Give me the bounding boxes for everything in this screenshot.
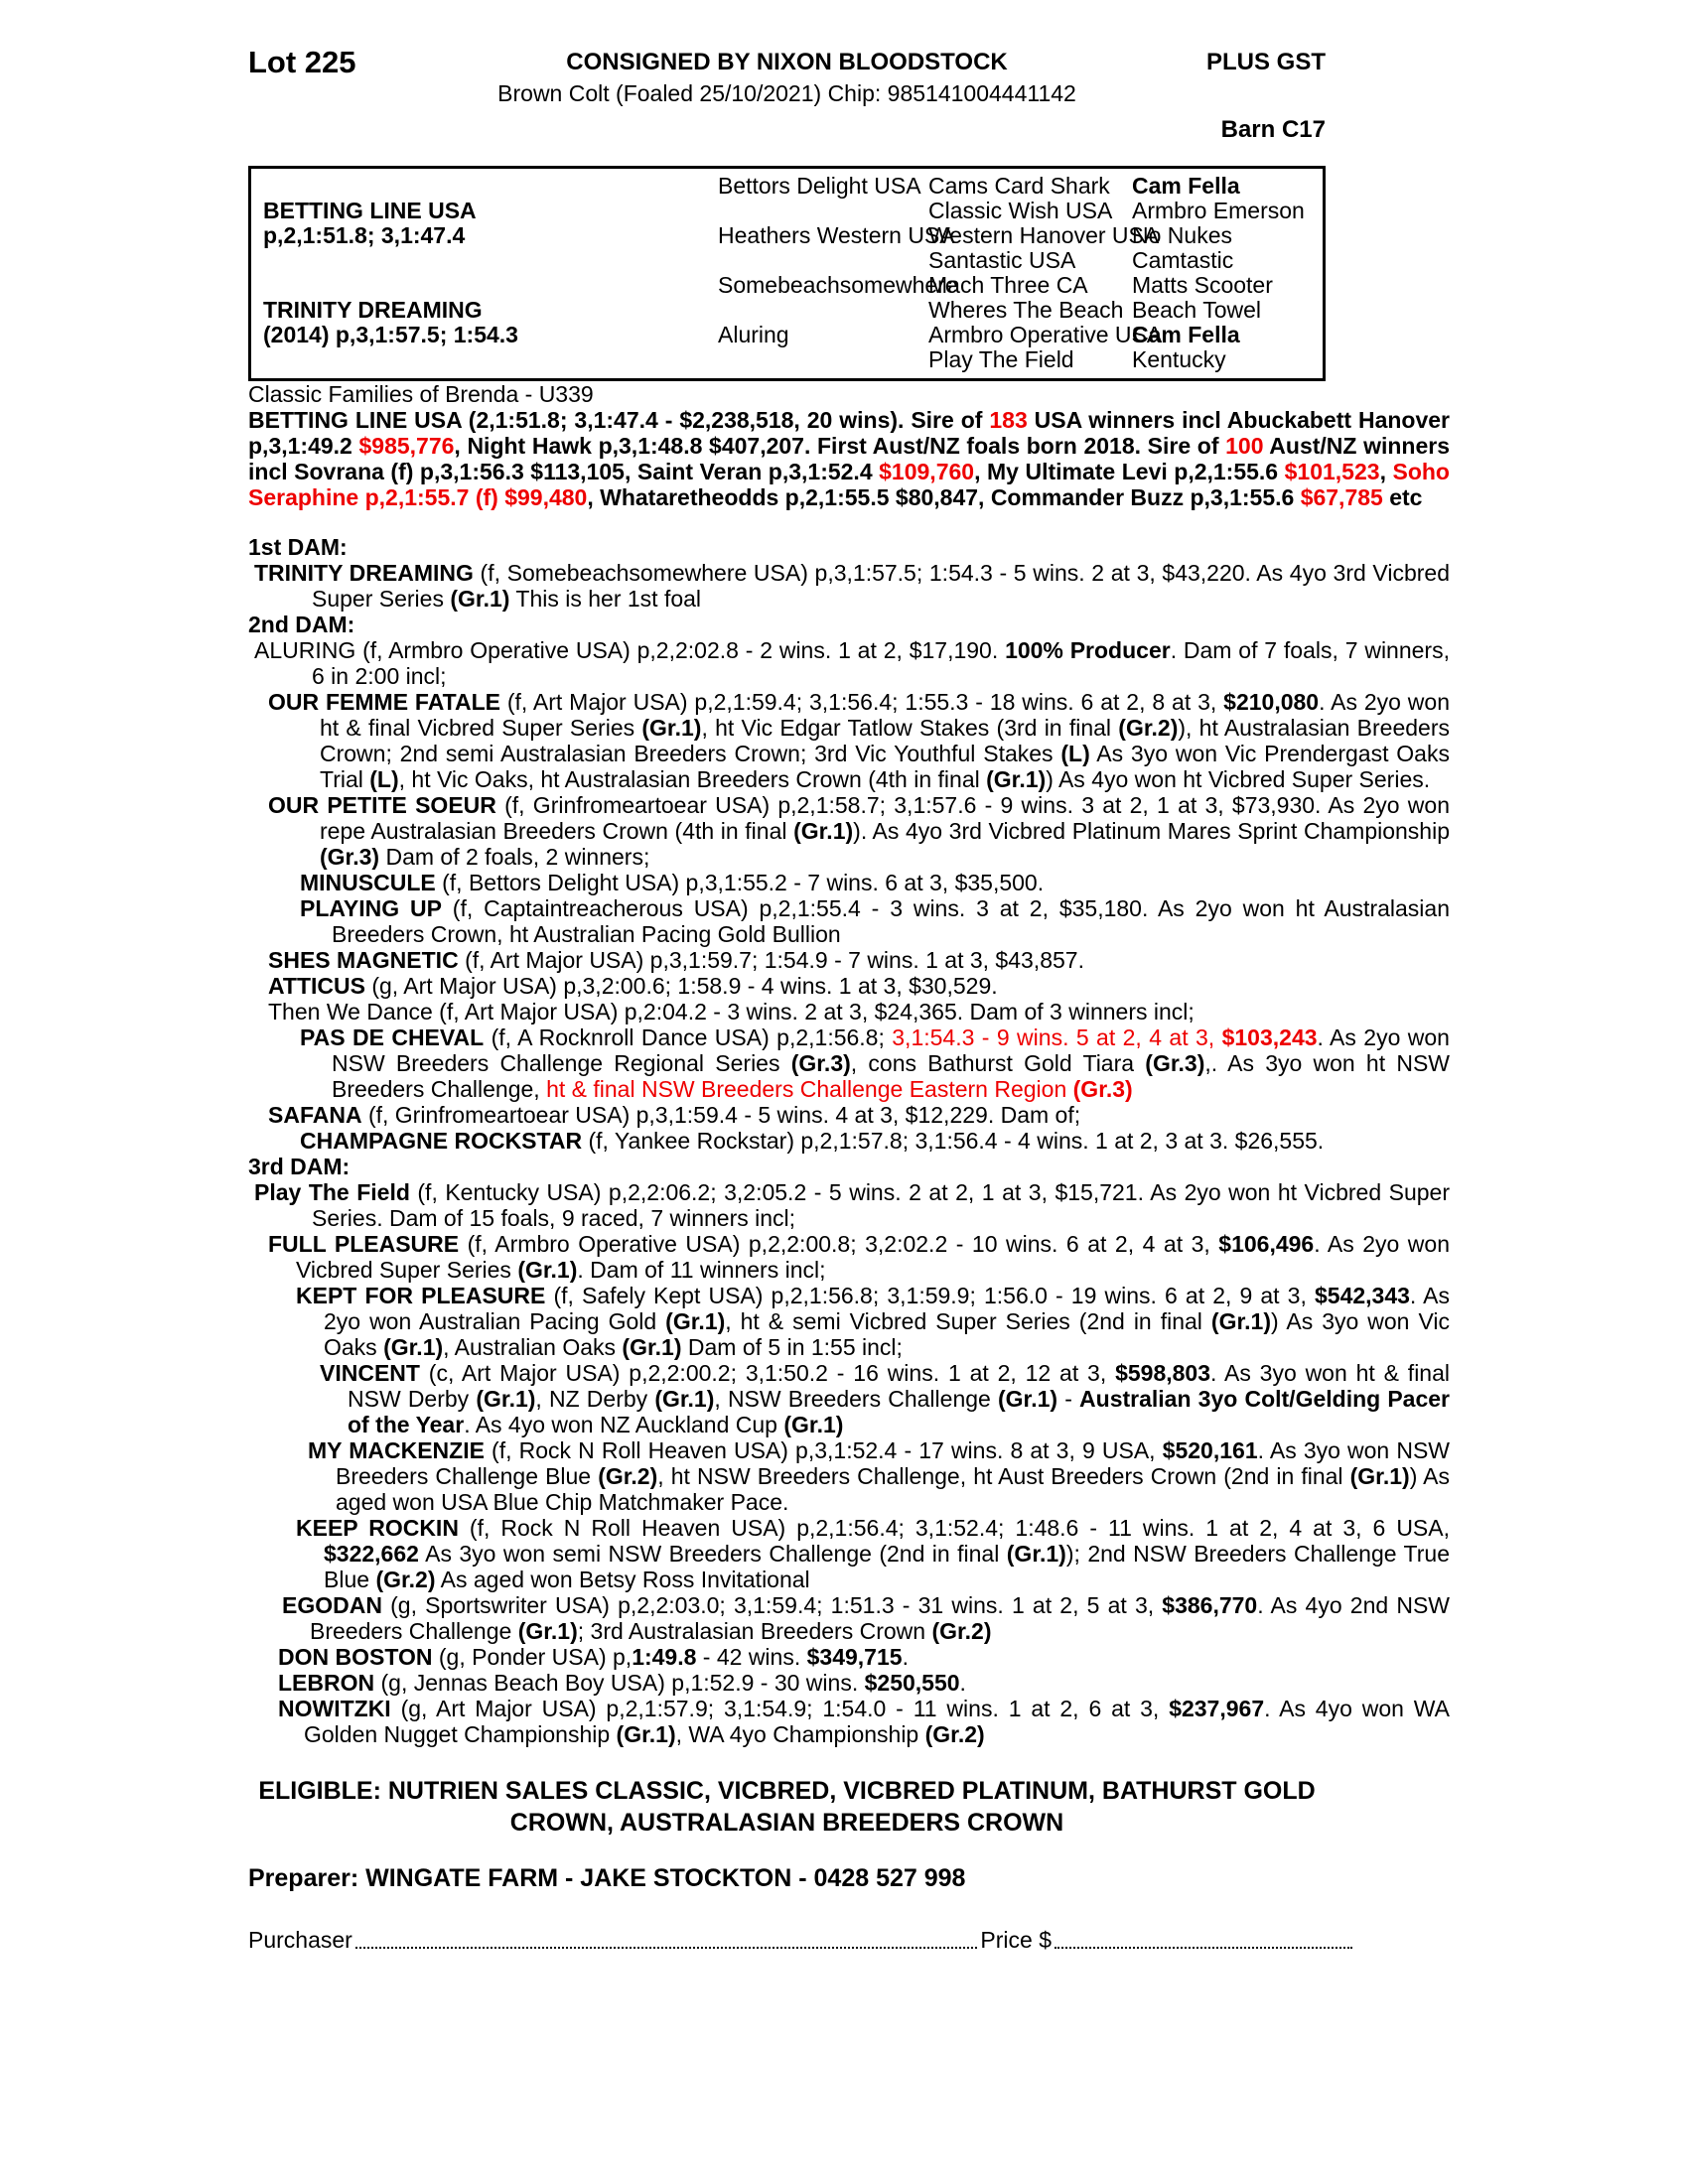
note-egodan: EGODAN (g, Sportswriter USA) p,2,2:03.0; 3,1:59.4; 1:51.3 - 31 wins. 1 at 2, 5 at 3, $386,770. As 4yo 2nd NSW Breeders Challenge (Gr.1); 3rd Australasian Breeders Crown (Gr.2) (282, 1592, 1450, 1644)
eligibility-statement: ELIGIBLE: NUTRIEN SALES CLASSIC, VICBRED, VICBRED PLATINUM, BATHURST GOLD CROWN, AUSTRALASIAN BREEDERS CROWN (258, 1777, 1316, 1837)
note-don-boston: DON BOSTON (g, Ponder USA) p,1:49.8 - 42 wins. $349,715. (278, 1644, 909, 1670)
note-my-mackenzie: MY MACKENZIE (f, Rock N Roll Heaven USA) p,3,1:52.4 - 17 wins. 8 at 3, 9 USA, $520,161. As 3yo won NSW Breeders Challenge Blue (Gr.2), ht NSW Breeders Challenge, ht Aust Breeders Crown (2nd in final (Gr.1)) As aged won USA Blue Chip Matchmaker Pace. (308, 1437, 1450, 1515)
note-atticus: ATTICUS (g, Art Major USA) p,3,2:00.6; 1:58.9 - 4 wins. 1 at 3, $30,529. (268, 973, 998, 999)
note-vincent: VINCENT (c, Art Major USA) p,2,2:00.2; 3,1:50.2 - 16 wins. 1 at 2, 12 at 3, $598,803. As 3yo won ht & final NSW Derby (Gr.1), NZ Derby (Gr.1), NSW Breeders Challenge (Gr.1) - Australian 3yo Colt/Gelding Pacer of the Year. As 4yo won NZ Auckland Cup (Gr.1) (320, 1360, 1451, 1437)
note-kept-for-pleasure: KEPT FOR PLEASURE (f, Safely Kept USA) p,2,1:56.8; 3,1:59.9; 1:56.0 - 19 wins. 6 at 2, 9 at 3, $542,343. As 2yo won Australian Pacing Gold (Gr.1), ht & semi Vicbred Super Series (2nd in final (Gr.1)) As 3yo won Vic Oaks (Gr.1), Australian Oaks (Gr.1) Dam of 5 in 1:55 incl; (296, 1283, 1450, 1360)
page-header (248, 45, 1450, 166)
note-safana: SAFANA (f, Grinfromeartoear USA) p,3,1:59.4 - 5 wins. 4 at 3, $12,229. Dam of; (268, 1102, 1081, 1128)
pedigree-col-greatgreatgrandparents: Cam Fella Armbro Emerson No Nukes Camtastic Matts Scooter Beach Towel Cam Fella Kentucky (1132, 173, 1305, 372)
note-pas-de-cheval: PAS DE CHEVAL (f, A Rocknroll Dance USA) p,2,1:56.8; 3,1:54.3 - 9 wins. 5 at 2, 4 at 3, $103,243. As 2yo won NSW Breeders Challenge Regional Series (Gr.3), cons Bathurst Gold Tiara (Gr.3),. As 3yo won ht NSW Breeders Challenge, ht & final NSW Breeders Challenge Eastern Region (Gr.3) (300, 1024, 1451, 1102)
gst-note: PLUS GST (1205, 49, 1326, 75)
note-aluring: ALURING (f, Armbro Operative USA) p,2,2:02.8 - 2 wins. 1 at 2, $17,190. 100% Producer. Dam of 7 foals, 7 winners, 6 in 2:00 incl; (254, 637, 1450, 689)
barn-number: Barn C17 (1220, 116, 1326, 143)
sire-summary: BETTING LINE USA (2,1:51.8; 3,1:47.4 - $2,238,518, 20 wins). Sire of 183 USA winners incl Abuckabett Hanover p,3,1:49.2 $985,776, Night Hawk p,3,1:48.8 $407,207. First Aust/NZ foals born 2018. Sire of 100 Aust/NZ winners incl Sovrana (f) p,3,1:56.3 $113,105, Saint Veran p,3,1:52.4 $109,760, My Ultimate Levi p,2,1:55.6 $101,523, Soho Seraphine p,2,1:55.7 (f) $99,480, Whataretheodds p,2,1:55.5 $80,847, Commander Buzz p,3,1:55.6 $67,785 etc (248, 407, 1451, 510)
note-lebron: LEBRON (g, Jennas Beach Boy USA) p,1:52.9 - 30 wins. $250,550. (278, 1670, 966, 1696)
preparer-line: Preparer: WINGATE FARM - JAKE STOCKTON - 0428 527 998 (248, 1864, 966, 1892)
pedigree-col-parents: BETTING LINE USA p,2,1:51.8; 3,1:47.4 TRINITY DREAMING (2014) p,3,1:57.5; 1:54.3 (263, 198, 518, 347)
pedigree-col-greatgrandparents: Cams Card Shark Classic Wish USA Western Hanover USA Santastic USA Mach Three CA Wheres The Beach Armbro Operative USA Play The Field (928, 173, 1163, 372)
heading-3rd-dam: 3rd DAM: (248, 1154, 351, 1179)
pedigree-col-grandparents: Bettors Delight USA Heathers Western USA Somebeachsomewhere Aluring (718, 173, 958, 347)
note-keep-rockin: KEEP ROCKIN (f, Rock N Roll Heaven USA) p,2,1:56.4; 3,1:52.4; 1:48.6 - 11 wins. 1 at 2, 4 at 3, 6 USA, $322,662 As 3yo won semi NSW Breeders Challenge (2nd in final (Gr.1)); 2nd NSW Breeders Challenge True Blue (Gr.2) As aged won Betsy Ross Invitational (296, 1515, 1451, 1592)
note-shes-magnetic: SHES MAGNETIC (f, Art Major USA) p,3,1:59.7; 1:54.9 - 7 wins. 1 at 3, $43,857. (268, 947, 1084, 973)
pedigree-table (248, 166, 1326, 381)
price-write-in-field (1055, 1947, 1352, 1949)
note-trinity-dreaming: TRINITY DREAMING (f, Somebeachsomewhere USA) p,3,1:57.5; 1:54.3 - 5 wins. 2 at 3, $43,220. As 4yo 3rd Vicbred Super Series (Gr.1) This is her 1st foal (254, 560, 1450, 612)
purchaser-write-in-field (355, 1947, 978, 1949)
lot-number: Lot 225 (248, 45, 356, 79)
note-our-femme-fatale: OUR FEMME FATALE (f, Art Major USA) p,2,1:59.4; 3,1:56.4; 1:55.3 - 18 wins. 6 at 2, 8 at 3, $210,080. As 2yo won ht & final Vicbred Super Series (Gr.1), ht Vic Edgar Tatlow Stakes (3rd in final (Gr.2)), ht Australasian Breeders Crown; 2nd semi Australasian Breeders Crown; 3rd Vic Youthful Stakes (L) As 3yo won Vic Prendergast Oaks Trial (L), ht Vic Oaks, ht Australasian Breeders Crown (4th in final (Gr.1)) As 4yo won ht Vicbred Super Series. (268, 689, 1450, 792)
price-label: Price $ (980, 1927, 1052, 1953)
heading-1st-dam: 1st DAM: (248, 534, 348, 560)
purchaser-price-line (248, 1927, 1355, 1954)
note-playing-up: PLAYING UP (f, Captaintreacherous USA) p,2,1:55.4 - 3 wins. 3 at 2, $35,180. As 2yo won ht Australasian Breeders Crown, ht Australian Pacing Gold Bullion (300, 895, 1450, 947)
note-full-pleasure: FULL PLEASURE (f, Armbro Operative USA) p,2,2:00.8; 3,2:02.2 - 10 wins. 6 at 2, 4 at 3, $106,496. As 2yo won Vicbred Super Series (Gr.1). Dam of 11 winners incl; (268, 1231, 1451, 1283)
purchaser-label: Purchaser (248, 1927, 352, 1953)
note-play-the-field: Play The Field (f, Kentucky USA) p,2,2:06.2; 3,2:05.2 - 5 wins. 2 at 2, 1 at 3, $15,721. As 2yo won ht Vicbred Super Series. Dam of 15 foals, 9 raced, 7 winners incl; (254, 1179, 1450, 1231)
note-nowitzki: NOWITZKI (g, Art Major USA) p,2,1:57.9; 3,1:54.9; 1:54.0 - 11 wins. 1 at 2, 6 at 3, $237,967. As 4yo won WA Golden Nugget Championship (Gr.1), WA 4yo Championship (Gr.2) (278, 1696, 1451, 1747)
note-champagne-rockstar: CHAMPAGNE ROCKSTAR (f, Yankee Rockstar) p,2,1:57.8; 3,1:56.4 - 4 wins. 1 at 2, 3 at 3. $26,555. (300, 1128, 1325, 1154)
note-our-petite-soeur: OUR PETITE SOEUR (f, Grinfromeartoear USA) p,2,1:58.7; 3,1:57.6 - 9 wins. 3 at 2, 1 at 3, $73,930. As 2yo won repe Australasian Breeders Crown (4th in final (Gr.1)). As 4yo 3rd Vicbred Platinum Mares Sprint Championship (Gr.3) Dam of 2 foals, 2 winners; (268, 792, 1450, 870)
note-minuscule: MINUSCULE (f, Bettors Delight USA) p,3,1:55.2 - 7 wins. 6 at 3, $35,500. (300, 870, 1045, 895)
note-then-we-dance: Then We Dance (f, Art Major USA) p,2:04.2 - 3 wins. 2 at 3, $24,365. Dam of 3 winners incl; (268, 999, 1195, 1024)
heading-2nd-dam: 2nd DAM: (248, 612, 355, 637)
consignor-line: CONSIGNED BY NIXON BLOODSTOCK (566, 49, 1008, 75)
horse-description: Brown Colt (Foaled 25/10/2021) Chip: 985141004441142 (497, 80, 1076, 106)
family-line: Classic Families of Brenda - U339 (248, 381, 594, 407)
